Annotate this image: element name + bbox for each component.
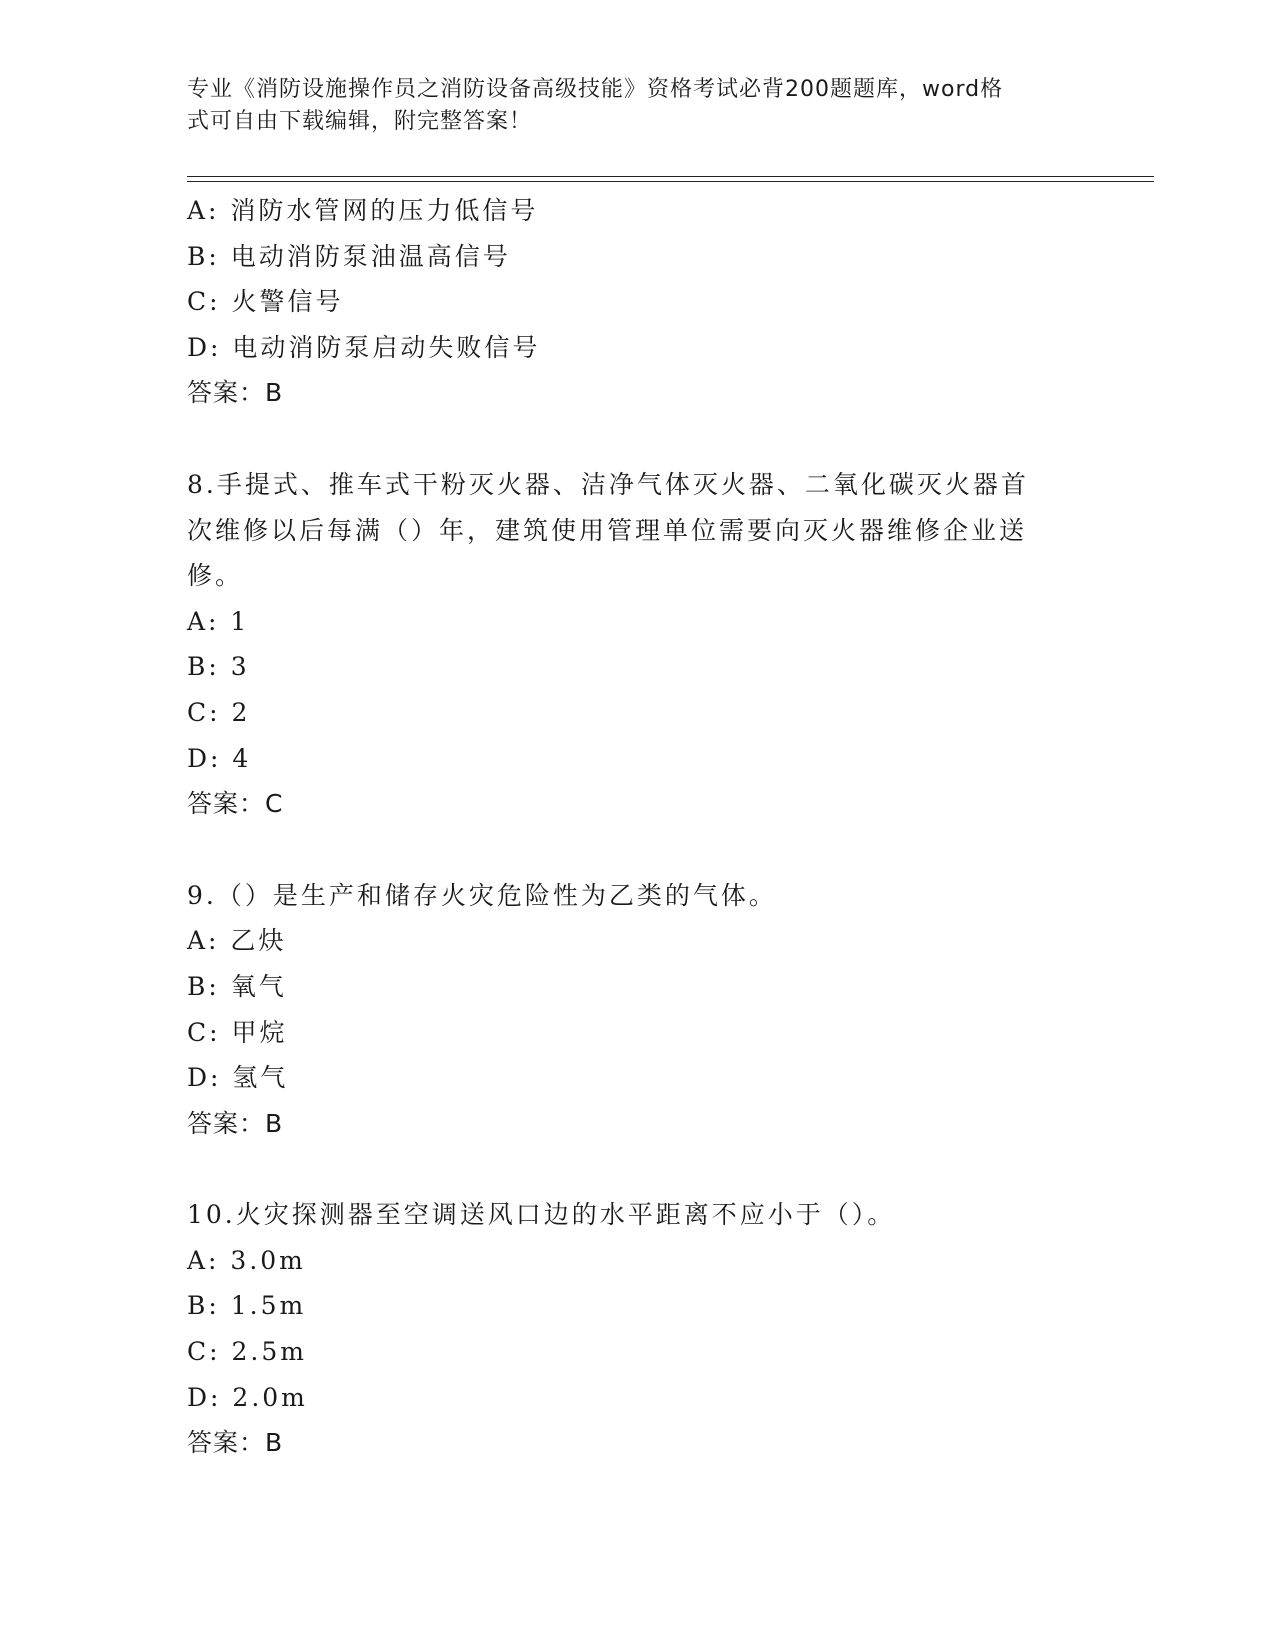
question-list — [187, 188, 1067, 1466]
header-divider-bottom — [187, 181, 1154, 182]
option-c: C: 甲烷 — [187, 1017, 288, 1047]
option-b: B: 氧气 — [187, 971, 287, 1001]
option-b: B: 3 — [187, 652, 250, 682]
header-line-2: 式可自由下载编辑，附完整答案！ — [187, 109, 533, 134]
question-8 — [187, 462, 1067, 827]
option-c: C: 2 — [187, 697, 251, 727]
option-d: D: 电动消防泵启动失败信号 — [187, 332, 541, 362]
header-divider-top — [187, 176, 1154, 177]
option-a: A: 1 — [187, 606, 250, 636]
question-7 — [187, 188, 1067, 416]
spacer — [187, 827, 1067, 873]
question-text-line-2: 次维修以后每满（）年，建筑使用管理单位需要向灭火器维修企业送 — [187, 515, 1028, 545]
question-text-line-1: 9.（）是生产和储存火灾危险性为乙类的气体。 — [187, 880, 777, 910]
option-a: A: 消防水管网的压力低信号 — [187, 196, 539, 225]
header-line-1: 专业《消防设施操作员之消防设备高级技能》资格考试必背200题题库，word格 — [187, 77, 1004, 102]
answer: 答案：B — [187, 378, 284, 408]
option-d: D: 4 — [187, 743, 252, 773]
spacer — [187, 1146, 1067, 1192]
question-text-line-1: 8.手提式、推车式干粉灭火器、洁净气体灭火器、二氧化碳灭火器首 — [187, 469, 1029, 499]
question-text-line-3: 修。 — [187, 561, 244, 591]
option-c: C: 火警信号 — [187, 287, 344, 317]
spacer — [187, 416, 1067, 462]
option-c: C: 2.5m — [187, 1337, 307, 1367]
option-a: A: 乙炔 — [187, 926, 287, 956]
option-b: B: 1.5m — [187, 1291, 307, 1321]
option-b: B: 电动消防泵油温高信号 — [187, 241, 511, 271]
question-10 — [187, 1192, 1067, 1466]
question-text-line-1: 10.火灾探测器至空调送风口边的水平距离不应小于（）。 — [187, 1200, 896, 1230]
option-d: D: 氢气 — [187, 1063, 289, 1093]
answer: 答案：C — [187, 789, 284, 819]
question-9 — [187, 873, 1067, 1147]
answer: 答案：B — [187, 1108, 284, 1138]
document-header — [187, 74, 1067, 138]
answer: 答案：B — [187, 1428, 284, 1458]
option-d: D: 2.0m — [187, 1382, 308, 1412]
option-a: A: 3.0m — [187, 1245, 306, 1275]
